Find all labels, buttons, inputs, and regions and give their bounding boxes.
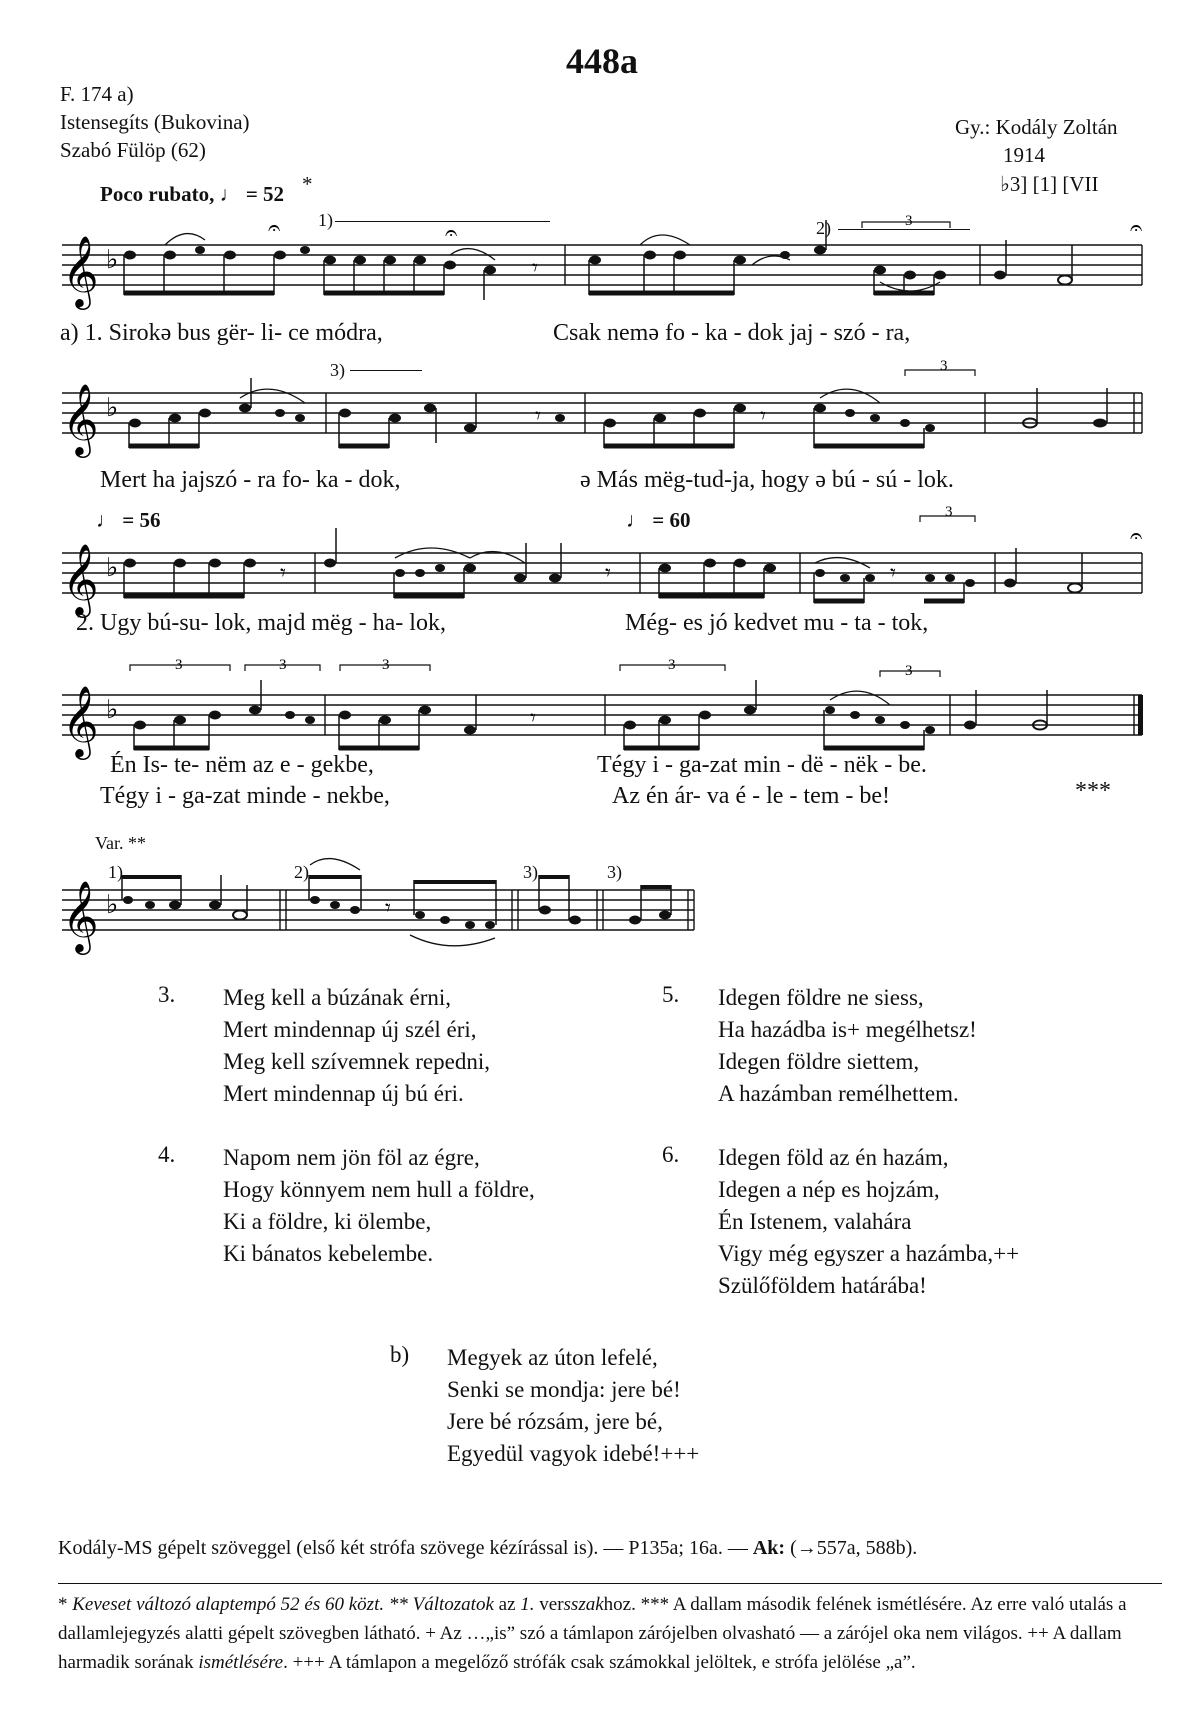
svg-text:3: 3: [905, 663, 913, 679]
year: 1914: [1003, 143, 1045, 167]
verse-line: Senki se mondja: jere bé!: [447, 1377, 681, 1402]
verse-3: [223, 982, 490, 1110]
mark-1: 1): [318, 210, 333, 230]
tempo-value: = 52: [245, 182, 285, 206]
footnote: [58, 1590, 1178, 1677]
footnote-divider: [58, 1583, 1162, 1584]
svg-text:𝄾: 𝄾: [280, 561, 286, 586]
lyrics-stars: ***: [1075, 778, 1111, 804]
collector: Gy.: Kodály Zoltán: [955, 115, 1118, 139]
var-mark-3: 3): [523, 862, 538, 882]
staff-2: [0, 358, 1200, 478]
verse-line: Idegen föld az én hazám,: [718, 1145, 949, 1170]
flat-icon: ♭: [106, 553, 119, 583]
footnote-part: az: [493, 1594, 521, 1615]
verse-line: Vigy még egyszer a hazámba,++: [718, 1241, 1020, 1266]
flat-icon: ♭: [106, 695, 119, 725]
verse-number-4: 4.: [158, 1142, 176, 1167]
verse-line: Idegen földre ne siess,: [718, 985, 924, 1010]
svg-text:3: 3: [382, 657, 390, 673]
verse-4: [223, 1142, 535, 1270]
svg-text:3: 3: [668, 657, 676, 673]
flat-icon: ♭: [106, 393, 119, 423]
verse-line: Egyedül vagyok idebé!+++: [447, 1441, 700, 1466]
verse-line: A hazámban remélhettem.: [718, 1081, 959, 1106]
var-mark-2: 2): [294, 862, 309, 882]
flat-icon: ♭: [106, 890, 119, 920]
verse-line: Ki bánatos kebelembe.: [223, 1241, 434, 1266]
verse-line: Mert mindennap új szél éri,: [223, 1017, 477, 1042]
location: Istensegíts (Bukovina): [60, 110, 250, 134]
verse-number-3: 3.: [158, 982, 176, 1007]
svg-text:𝄾: 𝄾: [385, 896, 391, 921]
verse-line: Ha hazádba is+ megélhetsz!: [718, 1017, 977, 1042]
verse-line: Jere bé rózsám, jere bé,: [447, 1409, 663, 1434]
tempo-asterisk: *: [302, 172, 313, 196]
svg-text:𝄾: 𝄾: [605, 561, 611, 586]
tempo-value-2: = 56: [122, 508, 161, 532]
footnote-part: sszak: [563, 1594, 604, 1615]
svg-text:𝄐: 𝄐: [268, 216, 281, 241]
verse-line: Meg kell a búzának érni,: [223, 985, 451, 1010]
svg-text:𝄾: 𝄾: [760, 404, 766, 429]
footnote-part: *: [58, 1594, 73, 1615]
verse-line: Mert mindennap új bú éri.: [223, 1081, 464, 1106]
tempo-text: Poco rubato,: [100, 182, 215, 206]
footnote-part: ver: [534, 1594, 564, 1615]
lyrics-line-4b2: Az én ár- va é - le - tem - be!: [612, 783, 891, 809]
singer: Szabó Fülöp (62): [60, 138, 206, 162]
mark-3: 3): [330, 360, 345, 380]
verse-line: Hogy könnyem nem hull a földre,: [223, 1177, 535, 1202]
verse-line: Ki a földre, ki ölembe,: [223, 1209, 432, 1234]
quarter-note-icon: ♩: [219, 182, 241, 206]
svg-text:𝄐: 𝄐: [1130, 524, 1143, 549]
verse-line: Megyek az úton lefelé,: [447, 1345, 658, 1370]
catalog-number: F. 174 a): [60, 82, 134, 106]
svg-text:𝄾: 𝄾: [532, 256, 538, 281]
footnote-part: Keveset változó alaptempó 52 és 60 közt. ** Változatok: [72, 1594, 494, 1615]
mark-2: 2): [816, 218, 831, 238]
lyrics-line-3a: 2. Ugy bú-su- lok, majd mëg - ha- lok,: [76, 610, 446, 636]
svg-text:𝄐: 𝄐: [445, 221, 458, 246]
ak-label: Ak:: [752, 1537, 786, 1559]
quarter-note-icon: ♩: [626, 508, 647, 532]
treble-clef-icon: 𝄞: [62, 879, 99, 952]
var-label: Var. **: [95, 833, 146, 853]
staff-variants: [0, 870, 720, 960]
quarter-note-icon: ♩: [96, 508, 117, 532]
svg-text:3: 3: [905, 213, 913, 229]
svg-text:𝄾: 𝄾: [530, 706, 536, 731]
lyrics-line-3b: Még- es jó kedvet mu - ta - tok,: [625, 610, 929, 636]
footnote-part: 1.: [520, 1594, 535, 1615]
source-text: Kodály-MS gépelt szöveggel (első két strófa szövege kézírással is). — P135a; 16a. —: [58, 1537, 753, 1559]
ak-text: (→557a, 588b).: [785, 1537, 918, 1559]
verse-line: Idegen a nép es hojzám,: [718, 1177, 940, 1202]
lyrics-line-2a: Mert ha jajszó - ra fo- ka - dok,: [100, 467, 401, 493]
footnote-part: . +++ A támlapon a megelőző strófák csak számokkal jelöltek, e strófa jelölése „a”.: [283, 1652, 916, 1673]
svg-text:3: 3: [940, 358, 948, 374]
footnote-part: hoz. *** A dallam második felének ismétlésére. Az erre való utalás a dallamlejegyzés alatti gépelt szövegben látható. + Az …„is” szó a támlapon zárójelben olvasható — a zárójel oka nem világos. ++ A dallam harmadik sorának: [58, 1594, 1127, 1673]
verse-line: Én Istenem, valahára: [718, 1209, 912, 1234]
treble-clef-icon: 𝄞: [62, 234, 99, 307]
svg-text:𝄾: 𝄾: [535, 404, 541, 429]
tempo-marking: [100, 182, 284, 207]
var-mark-3b: 3): [607, 862, 622, 882]
classification: ♭3] [1] [VII: [1000, 172, 1099, 196]
lyrics-line-2b: ə Más mëg-tud-ja, hogy ə bú - sú - lok.: [580, 467, 954, 493]
verse-line: Meg kell szívemnek repedni,: [223, 1049, 490, 1074]
lyrics-line-4b1: Tégy i - ga-zat min - dë - nëk - be.: [597, 752, 927, 778]
verse-b: [447, 1342, 699, 1470]
verse-line: Idegen földre siettem,: [718, 1049, 920, 1074]
volta-line-3: [350, 370, 422, 371]
lyrics-line-4a2: Tégy i - ga-zat minde - nekbe,: [100, 783, 390, 809]
verse-6: [718, 1142, 1019, 1302]
svg-text:3: 3: [945, 504, 953, 520]
lyrics-line-4a1: Én Is- te- nëm az e - gekbe,: [110, 752, 374, 778]
svg-text:𝄐: 𝄐: [1130, 216, 1143, 241]
verse-number-5: 5.: [662, 982, 680, 1007]
verse-line: Szülőföldem határába!: [718, 1273, 927, 1298]
verse-number-6: 6.: [662, 1142, 680, 1167]
svg-text:𝄾: 𝄾: [890, 561, 896, 586]
verse-number-b: b): [390, 1342, 410, 1367]
lyrics-line-1b: Csak nemə fo - ka - dok jaj - szó - ra,: [553, 320, 911, 346]
flat-icon: ♭: [106, 245, 119, 275]
treble-clef-icon: 𝄞: [62, 382, 99, 455]
svg-text:3: 3: [175, 657, 183, 673]
lyrics-line-1a: a) 1. Sirokə bus gër- li- ce módra,: [60, 320, 383, 346]
treble-clef-icon: 𝄞: [62, 542, 99, 615]
treble-clef-icon: 𝄞: [62, 684, 99, 757]
staff-1: [0, 213, 1200, 330]
verse-5: [718, 982, 977, 1110]
footnote-part: ismétlésére: [198, 1652, 284, 1673]
source-note: [58, 1537, 917, 1560]
verse-line: Napom nem jön föl az égre,: [223, 1145, 480, 1170]
var-mark-1: 1): [108, 862, 123, 882]
svg-text:3: 3: [279, 657, 287, 673]
page-title: 448a: [566, 41, 638, 81]
tempo-value-3: = 60: [652, 508, 691, 532]
